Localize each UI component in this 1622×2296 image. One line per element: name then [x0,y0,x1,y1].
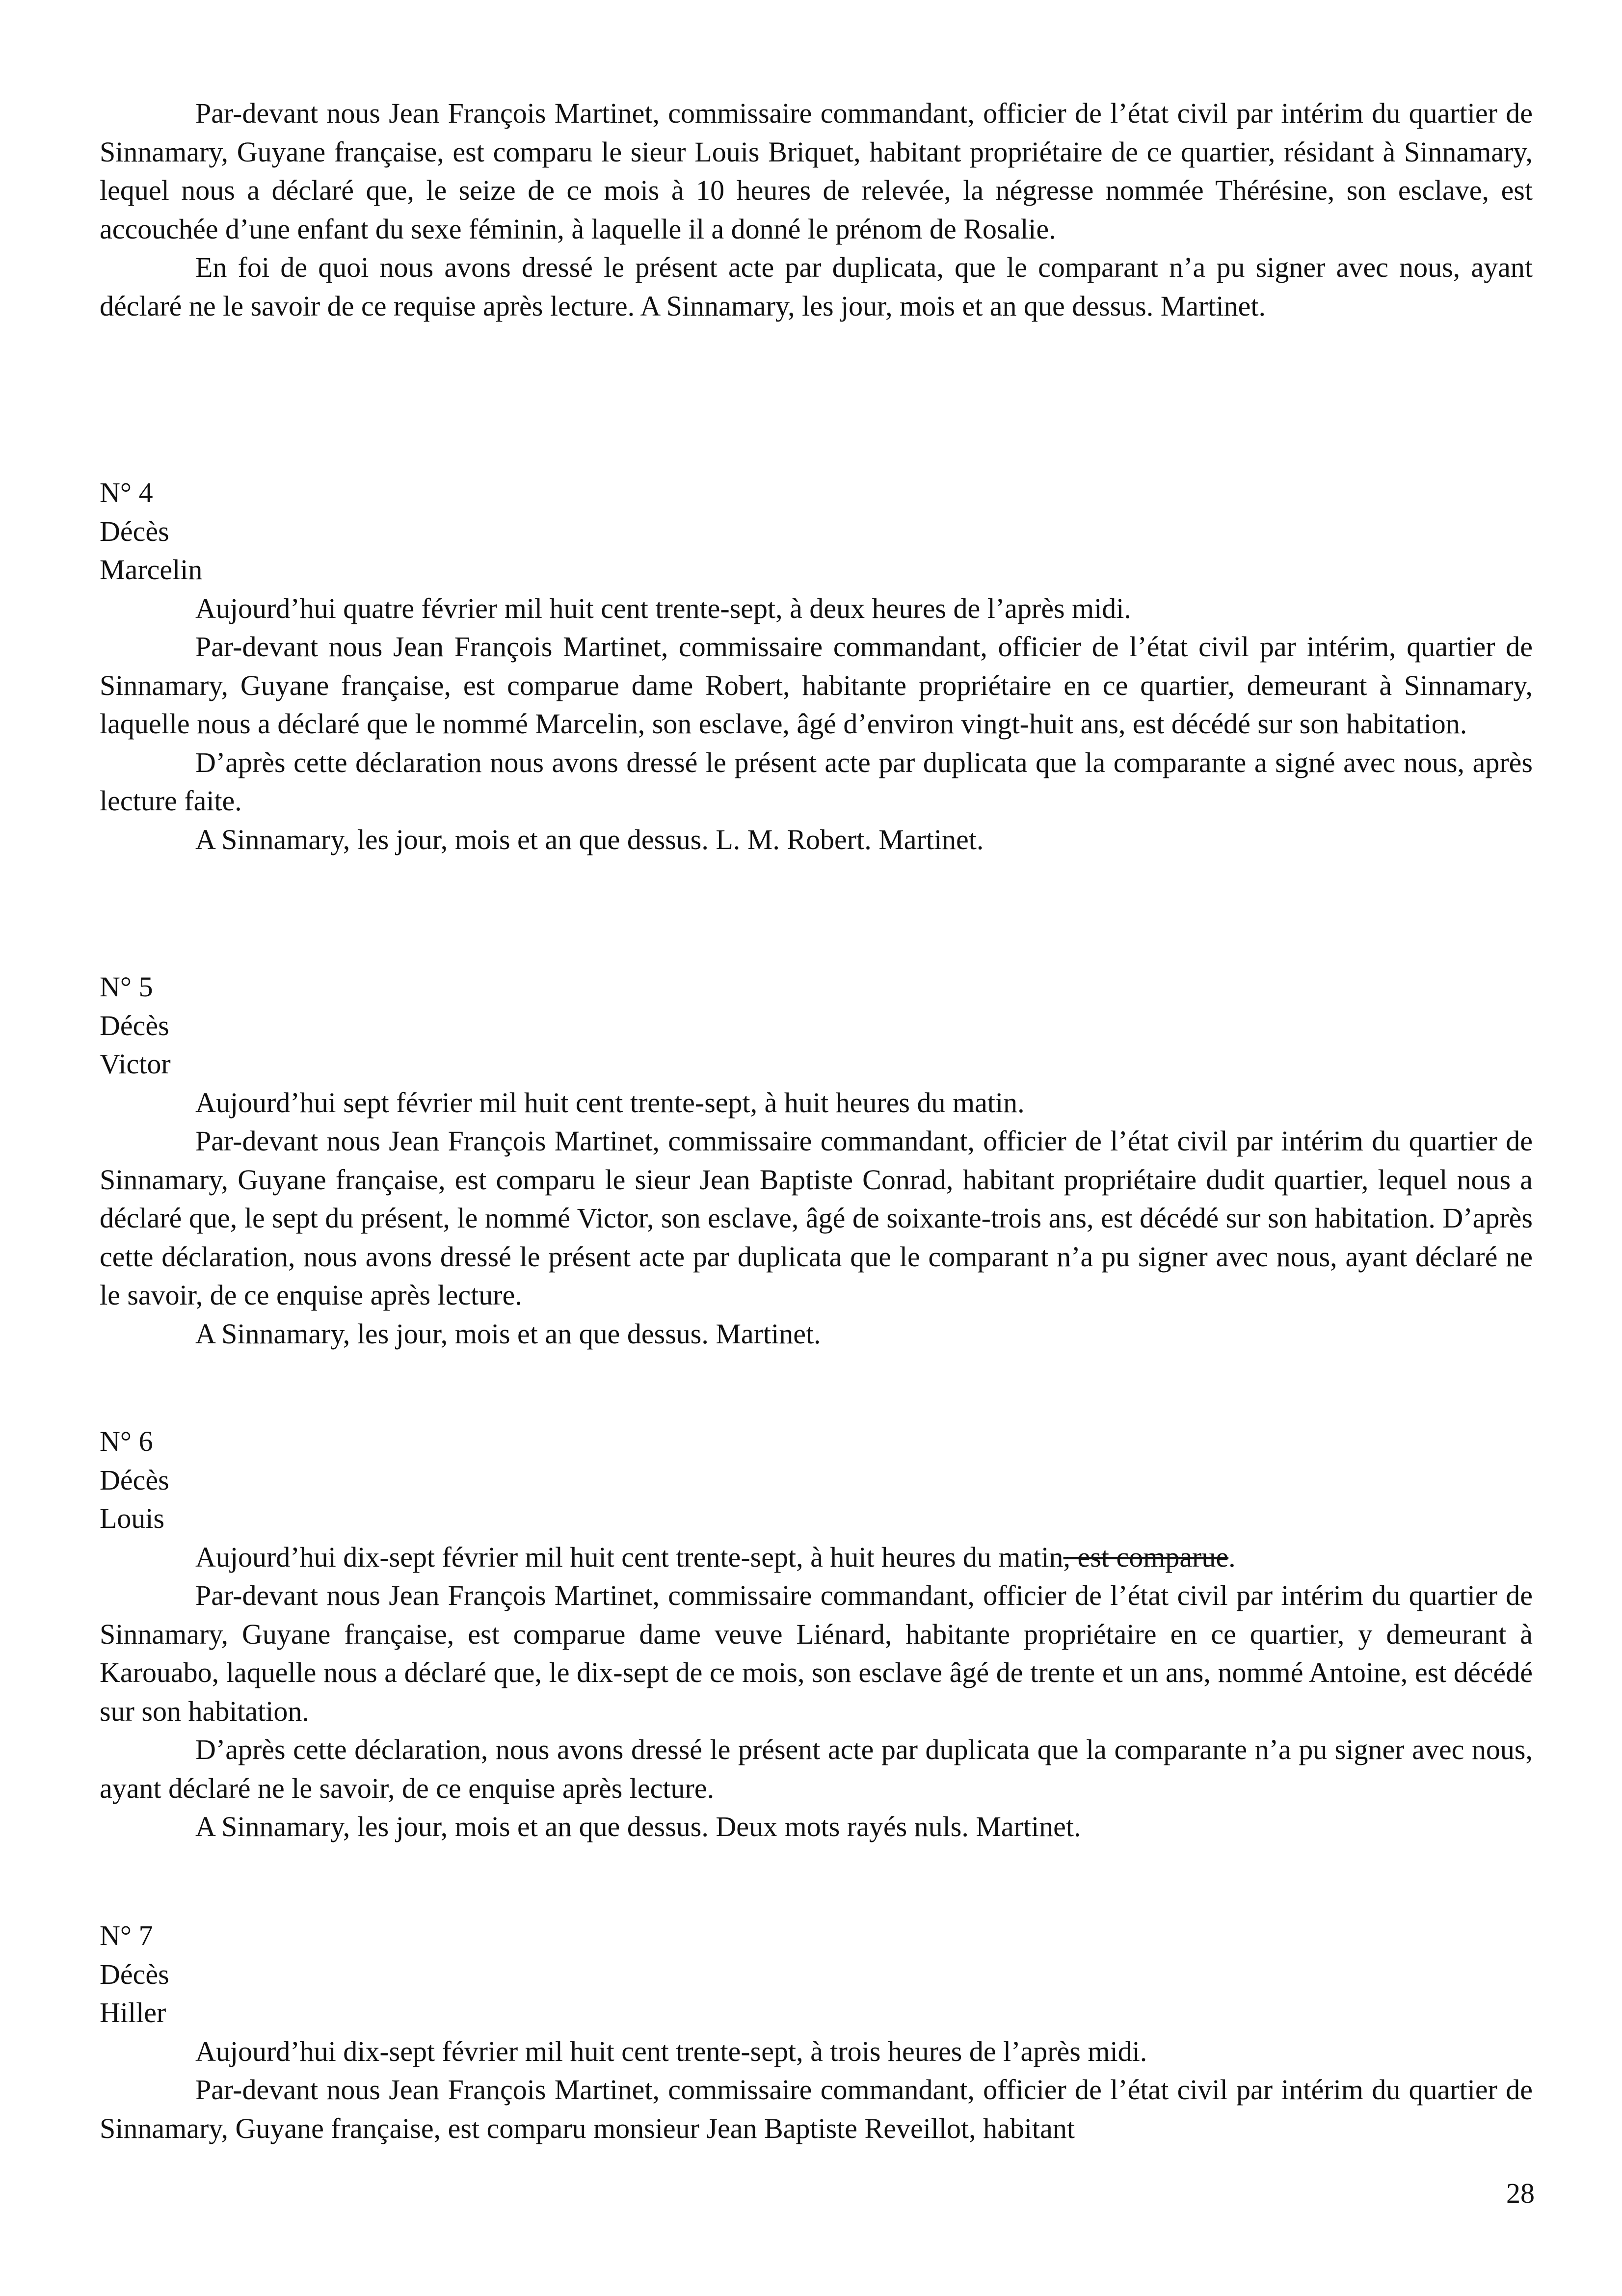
entry-4-name: Marcelin [100,554,203,586]
entry-5 [100,968,1533,1353]
entry-6 [100,1422,1533,1846]
entry-6-number: N° 6 [100,1425,153,1457]
entry-6-paragraph-1-text: Aujourd’hui dix-sept février mil huit cent trente-sept, à huit heures du matin [195,1541,1064,1573]
entry-4-paragraph-4: A Sinnamary, les jour, mois et an que dessus. L. M. Robert. Martinet. [195,823,984,855]
entry-4-paragraph-2: Par-devant nous Jean François Martinet, commissaire commandant, officier de l’état civil par intérim, quartier de Sinnamary, Guyane française, est comparue dame Robert, habitante propriétaire en ce quartier, demeurant à Sinnamary, laquelle nous a déclaré que le nommé Marcelin, son esclave, âgé d’environ vingt-huit ans, est décédé sur son habitation. [100,631,1533,740]
entry-4 [100,474,1533,859]
entry-7-number: N° 7 [100,1920,153,1951]
intro-paragraph-1: Par-devant nous Jean François Martinet, commissaire commandant, officier de l’état civil par intérim du quartier de Sinnamary, Guyane française, est comparu le sieur Louis Briquet, habitant propriétaire de ce quartier, résidant à Sinnamary, lequel nous a déclaré que, le seize de ce mois à 10 heures de relevée, la négresse nommée Thérésine, son esclave, est accouchée d’une enfant du sexe féminin, à laquelle il a donné le prénom de Rosalie. [100,97,1533,245]
entry-6-paragraph-3: D’après cette déclaration, nous avons dressé le présent acte par duplicata que la comparante n’a pu signer avec nous, ayant déclaré ne le savoir, de ce enquise après lecture. [100,1734,1533,1804]
entry-7-paragraph-2: Par-devant nous Jean François Martinet, commissaire commandant, officier de l’état civil par intérim du quartier de Sinnamary, Guyane française, est comparu monsieur Jean Baptiste Reveillot, habitant [100,2074,1533,2144]
entry-5-number: N° 5 [100,971,153,1003]
entry-5-paragraph-3: A Sinnamary, les jour, mois et an que dessus. Martinet. [195,1317,821,1350]
entry-7-name: Hiller [100,1997,166,2029]
entry-6-paragraph-4: A Sinnamary, les jour, mois et an que dessus. Deux mots rayés nuls. Martinet. [195,1811,1081,1842]
entry-6-type: Décès [100,1464,169,1496]
entry-7 [100,1917,1533,2148]
page-number: 28 [1506,2177,1535,2209]
entry-4-paragraph-1: Aujourd’hui quatre février mil huit cent trente-sept, à deux heures de l’après midi. [195,592,1131,624]
entry-5-type: Décès [100,1009,169,1041]
entry-5-paragraph-1: Aujourd’hui sept février mil huit cent trente-sept, à huit heures du matin. [195,1086,1025,1119]
entry-4-number: N° 4 [100,477,153,508]
entry-7-type: Décès [100,1958,169,1990]
entry-6-paragraph-2: Par-devant nous Jean François Martinet, commissaire commandant, officier de l’état civil par intérim du quartier de Sinnamary, Guyane française, est comparue dame veuve Liénard, habitante propriétaire en ce quartier, y demeurant à Karouabo, laquelle nous a déclaré que, le dix-sept de ce mois, son esclave âgé de trente et un ans, nommé Antoine, est décédé sur son habitation. [100,1579,1533,1727]
intro-section [100,94,1533,325]
entry-5-name: Victor [100,1048,171,1080]
entry-6-paragraph-1-end: . [1228,1541,1236,1573]
entry-4-paragraph-3: D’après cette déclaration nous avons dressé le présent acte par duplicata que la comparante a signé avec nous, après lecture faite. [100,746,1533,817]
struck-words: , est comparue [1063,1541,1229,1573]
entry-6-paragraph-1 [100,1538,1533,1577]
intro-paragraph-2: En foi de quoi nous avons dressé le présent acte par duplicata, que le comparant n’a pu signer avec nous, ayant déclaré ne le savoir de ce requise après lecture. A Sinnamary, les jour, mois et an que dessus. Martinet. [100,251,1533,322]
entry-4-type: Décès [100,515,169,547]
entry-7-paragraph-1: Aujourd’hui dix-sept février mil huit cent trente-sept, à trois heures de l’après midi. [195,2035,1147,2067]
entry-6-name: Louis [100,1502,165,1534]
entry-5-paragraph-2: Par-devant nous Jean François Martinet, commissaire commandant, officier de l’état civil par intérim du quartier de Sinnamary, Guyane française, est comparu le sieur Jean Baptiste Conrad, habitant propriétaire dudit quartier, lequel nous a déclaré que, le sept du présent, le nommé Victor, son esclave, âgé de soixante-trois ans, est décédé sur son habitation. D’après cette déclaration, nous avons dressé le présent acte par duplicata que le comparant n’a pu signer avec nous, ayant déclaré ne le savoir, de ce enquise après lecture. [100,1125,1533,1311]
